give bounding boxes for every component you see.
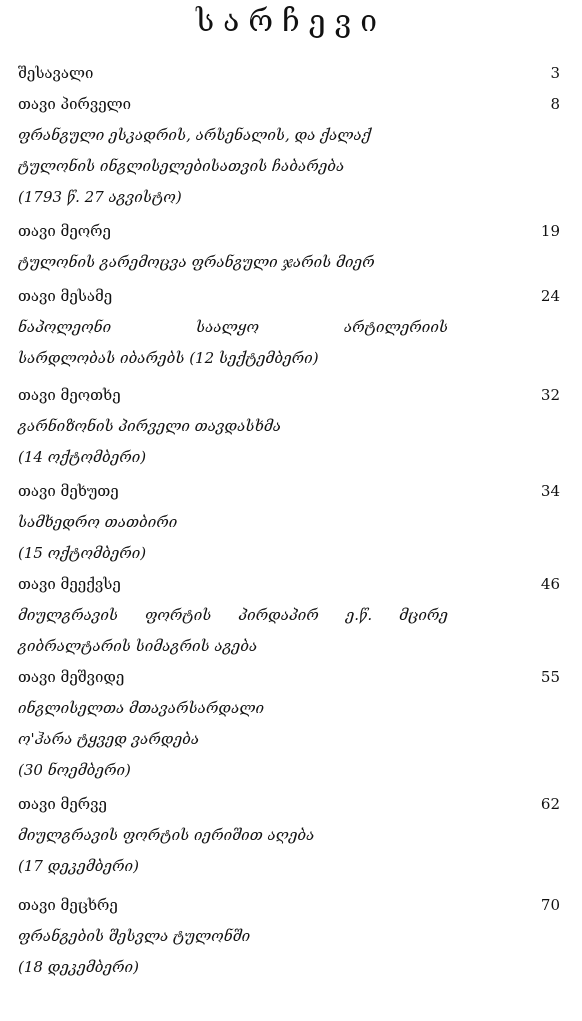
toc-entry-subtitle-line: გარნიზონის პირველი თავდასხმა [18,417,282,435]
toc-subtitle-word: ფორტის [145,606,212,624]
toc-entry-subtitle-line: ფრანგული ესკადრის, არსენალის, და ქალაქ [18,126,371,144]
toc-entry-heading: თავი პირველი [18,95,131,113]
toc-entry-chapter-7[interactable] [0,662,582,786]
toc-entry-chapter-4[interactable] [0,380,582,473]
toc-subtitle-word: არტილერიის [343,318,448,336]
toc-entry-subtitle-line: მიულგრავის ფორტის იერიშით აღება [18,826,315,844]
toc-page-number: 55 [540,668,560,686]
toc-page-number: 8 [550,95,560,113]
toc-entry-chapter-6[interactable] [0,569,582,662]
toc-entry-subtitle-line: ტულონის ინგლისელებისათვის ჩაბარება [18,157,345,175]
toc-entry-heading: თავი მეორე [18,222,111,240]
toc-entry-introduction[interactable] [0,58,582,89]
page-title: სარჩევი [195,4,387,39]
toc-entry-heading: თავი მეცხრე [18,896,118,914]
toc-entry-subtitle-line: ინგლისელთა მთავარსარდალი [18,699,265,717]
toc-page-number: 3 [550,64,560,82]
toc-entry-subtitle-line: ფრანგების შესვლა ტულონში [18,927,251,945]
toc-entry-heading: შესავალი [18,64,94,82]
toc-entry-heading: თავი მესამე [18,287,113,305]
toc-subtitle-word: ნაპოლეონი [18,318,112,336]
toc-page-number: 62 [540,795,560,813]
toc-subtitle-word: მცირე [399,606,448,624]
toc-entry-date-line: (17 დეკემბერი) [18,857,139,875]
toc-subtitle-word: საალყო [196,318,259,336]
toc-entry-subtitle-line: გიბრალტარის სიმაგრის აგება [18,637,258,655]
toc-entry-subtitle-line [18,600,448,631]
toc-entry-chapter-8[interactable] [0,789,582,882]
toc-entry-date-line: (18 დეკემბერი) [18,958,139,976]
toc-subtitle-word: ე.წ. [345,606,373,624]
toc-entry-chapter-2[interactable] [0,216,582,278]
toc-entry-chapter-3[interactable] [0,281,582,374]
toc-entry-date-line: (15 ოქტომბერი) [18,544,147,562]
toc-entry-subtitle-line: ო'ჰარა ტყვედ ვარდება [18,730,200,748]
toc-entry-subtitle-line: სამხედრო თათბირი [18,513,178,531]
toc-page-number: 34 [540,482,560,500]
toc-subtitle-word: პირდაპირ [238,606,319,624]
toc-entry-heading: თავი მეექვსე [18,575,121,593]
toc-entry-subtitle-line [18,312,448,343]
toc-entry-chapter-1[interactable] [0,89,582,213]
toc-entry-date-line: (14 ოქტომბერი) [18,448,147,466]
toc-entry-heading: თავი მერვე [18,795,107,813]
toc-entry-chapter-9[interactable] [0,890,582,983]
toc-page-number: 24 [540,287,560,305]
toc-entry-date-line: (30 ნოემბერი) [18,761,131,779]
toc-entry-subtitle-line: სარდლობას იბარებს (12 სექტემბერი) [18,349,319,367]
toc-page-number: 46 [540,575,560,593]
toc-entry-date-line: (1793 წ. 27 აგვისტო) [18,188,182,206]
toc-page-number: 70 [540,896,560,914]
toc-entry-chapter-5[interactable] [0,476,582,569]
table-of-contents [0,58,582,983]
toc-subtitle-word: მიულგრავის [18,606,119,624]
toc-page-number: 32 [540,386,560,404]
toc-entry-subtitle-line: ტულონის გარემოცვა ფრანგული ჯარის მიერ [18,253,375,271]
toc-entry-heading: თავი მეხუთე [18,482,119,500]
toc-entry-heading: თავი მეშვიდე [18,668,125,686]
toc-entry-heading: თავი მეოთხე [18,386,121,404]
toc-page-number: 19 [540,222,560,240]
